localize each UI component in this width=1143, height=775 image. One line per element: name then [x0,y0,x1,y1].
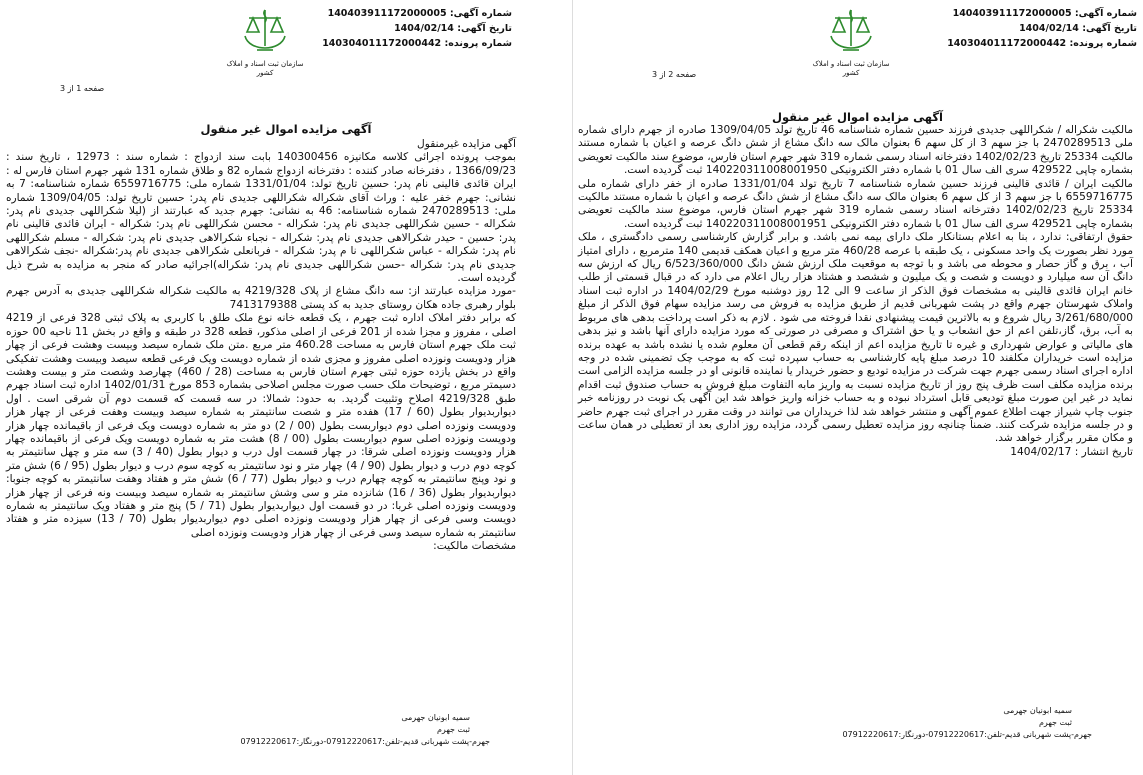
paragraph: حقوق ارتفاقی: ندارد ، بنا به اعلام بستانکار ملک دارای بیمه نمی باشد. و برابر گزارش کارشناسی رسمی دادگستری ، ملک مورد نظر بصورت یک واحد مسکونی ، یک طبقه با عرصه 460/28 متر مربع و اعیان همکف قدیمی 140 مترمربع ، دارای امتیاز آب ، برق و گاز حصار و محوطه می باشد و با توجه به موقعیت ملک ارزش شش دانگ 6/523/360/000 ریال که ارزش سه دانگ آن سه میلیارد و دویست و شصت و یک میلیون و ششصد و هشتاد هزار ریال اعلام می دارد که در قبال قسمتی از طلب خانم ایران قائدی قالینی به مشخصات فوق الذکر از ساعت 9 الی 12 روز دوشنبه مورخ 1404/02/29 در اداره ثبت اسناد واملاک شهرستان جهرم واقع در پشت شهربانی قدیم از طریق مزایده به فروش می رسد مزایده سهام فوق الذکر از مبلغ 3/261/680/000 ریال شروع و به بالاترین قیمت پیشنهادی نقدا فروخته می شود . لازم به ذکر است پرداخت بدهی های مربوط به آب، برق، گاز،تلفن اعم از حق انشعاب و یا حق اشتراک و مصرفی در صورتی که مورد مزایده دارای آنها باشد و نیز بدهی های مالیاتی و عوارض شهرداری و غیره تا تاریخ مزایده اعم از اینکه رقم قطعی آن معلوم شده یا نشده باشد به عهده برنده مزایده است خریداران مکلفند 10 درصد مبلغ پایه کارشناسی به حساب سپرده ثبت که به موجب چک تضمینی شده در وجه اداره اجرای اسناد رسمی جهرم جهت شرکت در مزایده تودیع و حضور خریدار یا نماینده قانونی او در جلسه مزایده الزامی است برنده مزایده مکلف است ظرف پنج روز از تاریخ مزایده نسبت به واریز مابه التفاوت مبلغ فروش به حساب صندوق ثبت اقدام نماید در غیر این صورت مبلغ تودیعی قابل استرداد نبوده و به حساب خزانه واریز خواهد شد این آگهی یک نوبت در روزنامه خبر جنوب چاپ شیراز جهت اطلاع عموم آگهی و منتشر خواهد شد لذا خریداران می توانند در وقت مقرر در اجرای ثبت جهرم حاضر و در جلسه مزایده شرکت کنند. ضمناً چنانچه روز مزایده تعطیل رسمی گردد، مزایده روز اداری بعد از تعطیلی در همان ساعت و مکان مقرر برگزار خواهد شد. [578,231,1133,445]
notice-body [578,124,1133,459]
notice-body [6,138,516,554]
ad-meta [947,6,1137,51]
org-name: سازمان ثبت اسناد و املاک کشور [226,60,304,77]
unit-name: ثبت جهرم [1038,718,1072,727]
office-address: جهرم-پشت شهربانی قدیم-تلفن:07912220617-دورنگار:07912220617 [842,730,1092,739]
paragraph: مشخصات مالکیت: [433,540,516,553]
paragraph: -مورد مزایده عبارتند از: سه دانگ مشاع از پلاک 4219/328 به مالکیت شکراله شکراللهی جدیدی به آدرس جهرم بلوار رهبری جاده هکان روستای جدید به کد پستی 7413179388 [6,285,516,311]
page-footer [10,712,490,748]
paragraph: مالکیت ایران / قائدی قالینی فرزند حسین شماره شناسنامه 7 تاریخ تولد 1331/01/04 صادره از خفر دارای شماره ملی 6559716775 با جز سهم 3 از کل سهم 6 بعنوان مالک سه دانگ مشاع از شش دانگ عرصه و اعیان با شماره مستند مالکیت 25334 تاریخ 1402/02/23 دفترخانه اسناد رسمی شماره 319 شهر جهرم استان فارس، موضوع سند مالکیت تعویضی بشماره چاپی 429521 سری الف سال 01 با شماره دفتر الکترونیکی 140220311008001951 ثبت گردیده است. [578,177,1133,230]
unit-name: ثبت جهرم [436,725,470,734]
page-number: صفحه 2 از 3 [652,70,697,79]
ad-number: شماره آگهی: 140403911172000005 [952,8,1137,19]
paragraph: آگهی مزایده غیرمنقول [417,138,516,150]
ad-number: شماره آگهی: 140403911172000005 [327,8,512,19]
page-footer [592,705,1092,741]
file-number: شماره پرونده: 140304011172000442 [947,38,1137,49]
paragraph: مالکیت شکراله / شکراللهی جدیدی فرزند حسین شماره شناسنامه 46 تاریخ تولد 1309/04/05 صادره از جهرم دارای شماره ملی 2470289513 با جز سهم 3 از کل سهم 6 بعنوان مالک سه دانگ مشاع از شش دانگ عرصه و اعیان با شماره مستند مالکیت 25334 تاریخ 1402/02/23 دفترخانه اسناد رسمی شماره 319 شهر جهرم استان فارس، موضوع سند مالکیت تعویضی بشماره چاپی 429522 سری الف سال 01 با شماره دفتر الکترونیکی 140220311008001950 ثبت گردیده است. [578,124,1133,177]
emblem [220,6,310,78]
ad-date: تاریخ آگهی: 1404/02/14 [394,23,512,34]
scales-emblem-icon [239,6,291,60]
file-number: شماره پرونده: 140304011172000442 [322,38,512,49]
office-address: جهرم-پشت شهربانی قدیم-تلفن:07912220617-دورنگار:07912220617 [240,737,490,746]
paragraph: بموجب پرونده اجرائی کلاسه مکانیزه 140300456 بابت سند ازدواج : شماره سند : 12973 ، تاریخ سند : 1366/09/23 ، دفترخانه صادر کننده : دفترخانه ازدواج شماره 82 و طلاق شماره 131 شهر جهرم استان فارس له : ایران قائدی قالینی نام پدر: حسین تاریخ تولد: 1331/01/04 شماره ملی: 6559716775 شماره شناسنامه: 7 به نشانی: جهرم خفر علیه : وراث آقای شکراله شکراللهی جدیدی نام پدر: حسین تاریخ تولد: 1309/04/05 شماره ملی: 2470289513 شماره شناسنامه: 46 به نشانی: جهرم جدید که عبارتند از (لیلا شکراللهی جدیدی نام پدر: شکراله - حسین شکراللهی جدیدی نام پدر: شکراله - محسن شکراللهی نام پدر: شکراله - ایران قائدی قالینی نام پدر: حسین - حیدر شکرالاهی جدیدی نام پدر: شکراله - نجباء شکرالاهی جدیدی نام پدر: شکراله - مسلم شکراللهی نام پدر: شکراله - عباس شکراللهی نا م پدر: شکراله - فربانعلی شکرالاهی جدیدی نام پدر:شکراله -نجف شکرالاهی جدیدی نام پدر: شکراله -حسن شکراللهی جدیدی نام پدر: شکراله)اجرائیه صادر که منجر به مزایده به شرح ذیل گردیده است. [6,151,516,285]
page-2 [572,0,1143,775]
page-number: صفحه 1 از 3 [60,84,105,93]
notice-title: آگهی مزایده اموال غیر منقول [771,110,943,124]
scales-emblem-icon [825,6,877,60]
ad-meta [322,6,512,51]
notice-title: آگهی مزایده اموال غیر منقول [200,122,372,136]
signature: سمیه ابونیان جهرمی [1003,706,1072,715]
ad-date: تاریخ آگهی: 1404/02/14 [1019,23,1137,34]
paragraph: که برابر دفتر املاک اداره ثبت جهرم ، یک قطعه خانه نوع ملک طلق با کاربری به پلاک ثبتی 328 فرعی از 4219 اصلی ، مفروز و مجزا شده از 201 فرعی از اصلی مذکور، قطعه 328 در طبقه و واقع در بخش 11 ناحیه 00 حوزه ثبت ملک جهرم استان فارس به مساحت 460.28 متر مربع .متن ملک شماره سیصد وبیست وهشت فرعی از چهار هزار ودویست ونوزده اصلی مفروز و مجزی شده از شماره دویست ویک فرعی قطعه سیصد وبیست وهشت تفکیکی واقع در بخش یازده حوزه ثبتی جهرم استان فارس به مساحت (28 / 460) چهارصد وشصت متر و بیست وهشت دسیمتر مربع ، توضیحات ملک حسب صورت مجلس اصلاحی بشماره 853 مورخ 1402/01/31 اداره ثبت اسناد جهرم طبق 4219/328 اصلاح وتثبیت گردید. به حدود: شمالا: در سه قسمت که قسمت دوم آن شرقی است . اول دیواربدیوار بطول (60 / 17) هفده متر و شصت سانتیمتر به شماره سیصد وبیست وهفت فرعی از چهار هزار ودویست ونوزده اصلی دوم دیواربست بطول (00 / 2) دو متر به شماره دویست ویک فرعی از باقیمانده چهار هزار ودویست ونوزده اصلی سوم دیواربست بطول (00 / 8) هشت متر به شماره دویست ویک فرعی از باقیمانده چهار هزار ودویست ونوزده اصلی شرقا: در چهار قسمت اول درب و دیوار بطول (40 / 3) سه متر و چهل سانتیمتر به کوچه دوم درب و دیوار بطول (90 / 4) چهار متر و نود سانتیمتر به کوچه سوم درب و دیوار بطول (95 / 6) شش متر و نود وپنج سانتیمتر به کوچه چهارم درب و دیوار بطول (77 / 6) شش متر و هفتاد وهفت سانتیمتر به کوچه جنوبا: دیواربدیوار بطول (36 / 16) شانزده متر و سی وشش سانتیمتر به شماره سیصد وبیست ونه فرعی از چهار هزار ودویست ونوزده اصلی غربا: در دو قسمت اول دیواربدیوار بطول (71 / 5) پنج متر و هفتاد ویک سانتیمتر به شماره دویست وسی فرعی از چهار هزار ودویست ونوزده اصلی دوم دیواربدیوار بطول (70 / 13) سیزده متر و هفتاد سانتیمتر به شماره سیصد وسی فرعی از چهار هزار ودویست ونوزده اصلی [6,312,517,539]
emblem [806,6,896,78]
org-name: سازمان ثبت اسناد و املاک کشور [812,60,890,77]
paragraph: تاریخ انتشار : 1404/02/17 [1010,445,1133,458]
signature: سمیه ابونیان جهرمی [401,713,470,722]
